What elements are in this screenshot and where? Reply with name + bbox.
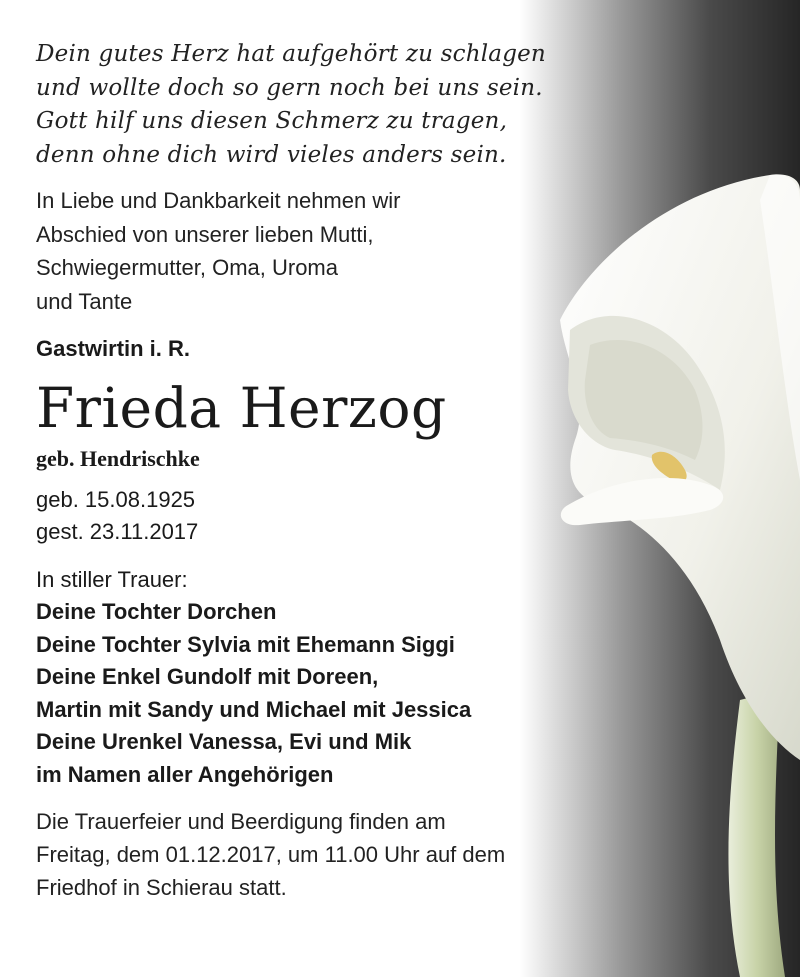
life-dates [36, 484, 636, 548]
funeral-notice [36, 805, 636, 904]
mourner-line: Deine Urenkel Vanessa, Evi und Mik [36, 729, 412, 754]
poem-line: Dein gutes Herz hat aufgehört zu schlagen [36, 41, 546, 67]
intro-line: Abschied von unserer lieben Mutti, [36, 221, 374, 247]
poem-line: denn ohne dich wird vieles anders sein. [36, 141, 507, 168]
deceased-occupation: Gastwirtin i. R. [36, 336, 191, 361]
mourner-line: im Namen aller Angehörigen [36, 761, 334, 787]
funeral-line: Freitag, dem 01.12.2017, um 11.00 Uhr auf dem [36, 842, 506, 867]
mourners-list [36, 596, 636, 791]
mourner-line: Deine Enkel Gundolf mit Doreen, [36, 664, 379, 689]
maiden-name: geb. Hendrischke [36, 446, 200, 471]
intro-line: und Tante [36, 288, 133, 314]
deceased-name: Frieda Herzog [36, 376, 447, 440]
mourner-line: Martin mit Sandy und Michael mit Jessica [36, 696, 472, 722]
funeral-line: Friedhof in Schierau statt. [36, 875, 287, 900]
farewell-intro [36, 184, 636, 318]
obituary-text [36, 38, 636, 904]
poem-line: und wollte doch so gern noch bei uns sein. [36, 74, 543, 101]
birth-date: geb. 15.08.1925 [36, 487, 196, 512]
intro-line: In Liebe und Dankbarkeit nehmen wir [36, 188, 401, 213]
poem-line: Gott hilf uns diesen Schmerz zu tragen, [36, 108, 508, 134]
funeral-line: Die Trauerfeier und Beerdigung finden am [36, 809, 446, 834]
intro-line: Schwiegermutter, Oma, Uroma [36, 255, 338, 280]
mourner-line: Deine Tochter Sylvia mit Ehemann Siggi [36, 631, 455, 657]
memorial-poem [36, 38, 636, 172]
mourner-line: Deine Tochter Dorchen [36, 599, 277, 624]
death-date: gest. 23.11.2017 [36, 519, 199, 544]
mourning-heading: In stiller Trauer: [36, 567, 188, 592]
